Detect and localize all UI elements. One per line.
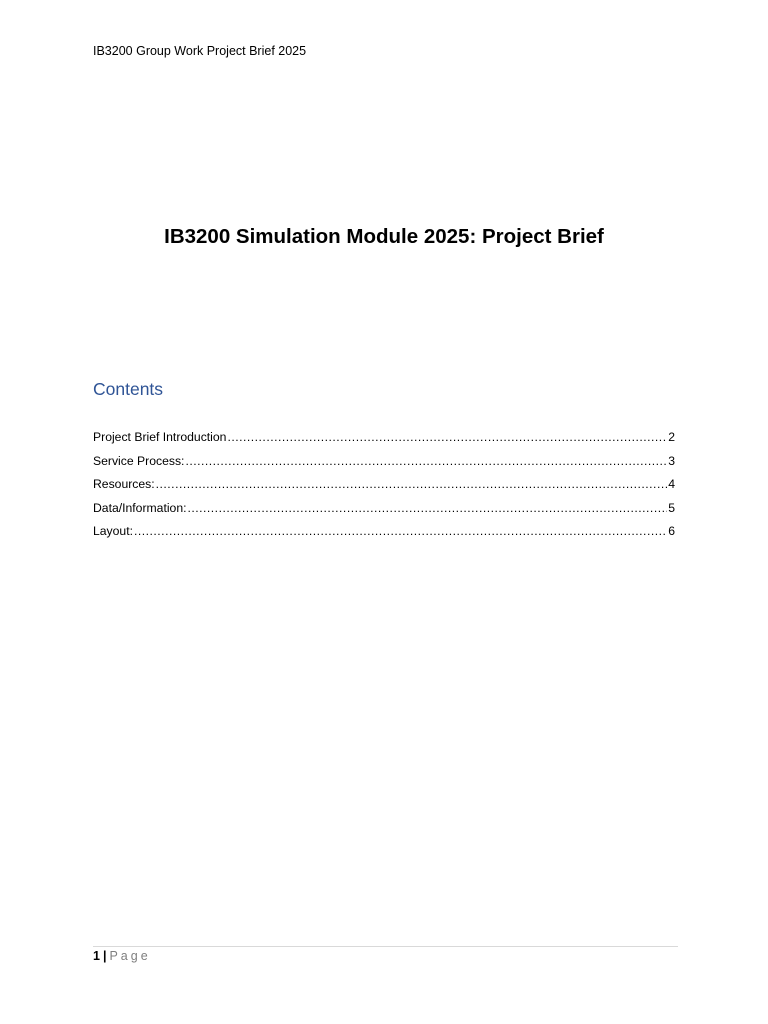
toc-entry-page-number: 3 [668,453,675,468]
toc-entry-page-number: 2 [668,430,675,444]
contents-heading: Contents [93,379,164,399]
footer-page-number: 1 [93,949,100,963]
toc-dot-leader [227,429,667,446]
footer-separator: | [102,949,107,963]
toc-dot-leader [187,500,667,517]
page-footer [93,948,151,965]
toc-entry-page-number: 4 [668,477,675,492]
footer-divider [93,946,678,947]
toc-entry-introduction[interactable] [93,429,675,453]
toc-dot-leader [156,476,668,493]
toc-entry-data-information[interactable] [93,500,675,524]
toc-entry-label: Service Process: [93,453,185,468]
toc-dot-leader [134,523,667,540]
footer-page-word: Page [109,949,151,963]
toc-dot-leader [185,453,667,470]
toc-entry-label: Data/Information: [93,500,187,515]
page-header-text: IB3200 Group Work Project Brief 2025 [93,44,307,58]
document-title: IB3200 Simulation Module 2025: Project Brief [164,225,604,248]
toc-entry-layout[interactable] [93,523,675,547]
toc-entry-page-number: 5 [668,500,675,515]
toc-entry-resources[interactable] [93,476,675,500]
toc-entry-label: Resources: [93,477,155,492]
table-of-contents [93,429,675,547]
toc-entry-service-process[interactable] [93,453,675,477]
toc-entry-label: Layout: [93,524,133,539]
toc-entry-page-number: 6 [668,524,675,539]
toc-entry-label: Project Brief Introduction [93,430,227,444]
